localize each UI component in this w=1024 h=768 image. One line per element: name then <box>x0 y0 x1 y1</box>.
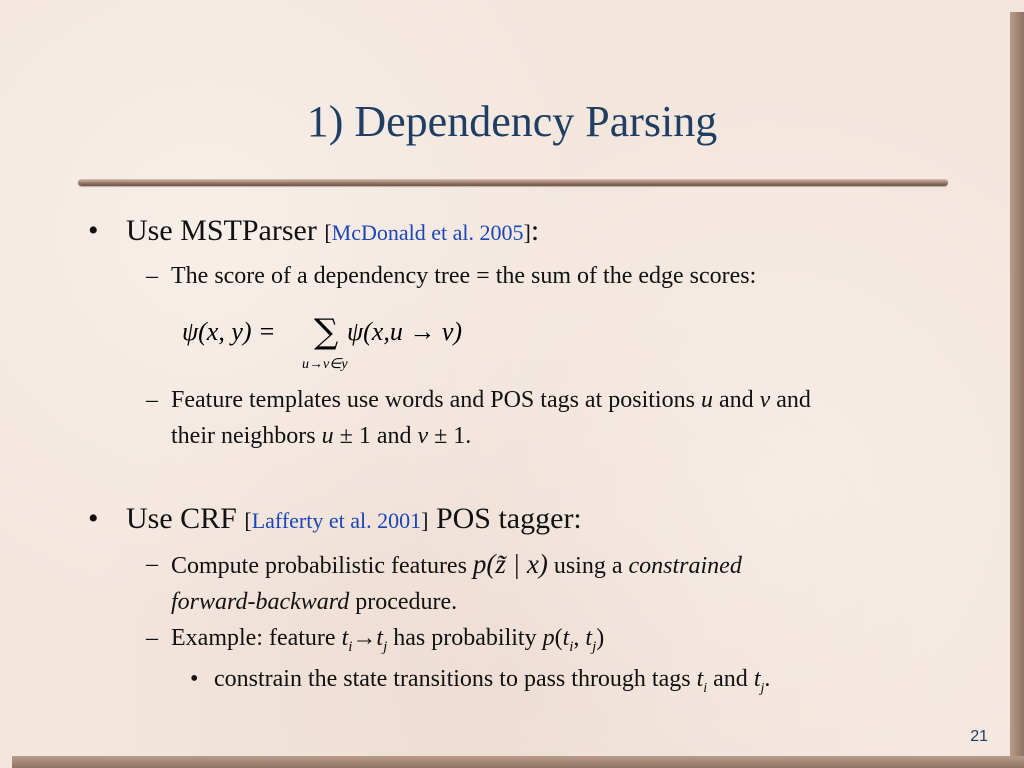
cite-open: [ <box>244 508 252 533</box>
math-sub-j: j <box>592 638 597 655</box>
bullet-1 <box>126 214 539 248</box>
dash: – <box>146 551 158 577</box>
title-divider <box>78 179 948 186</box>
math-t: t <box>341 625 349 651</box>
formula-lhs: ψ(x, y) = <box>182 317 276 346</box>
formula-sum: ∑ <box>314 312 339 352</box>
paren-close: ) <box>596 625 605 651</box>
sub-2-2-1-mark <box>190 666 198 693</box>
citation-link-lafferty[interactable]: Lafferty et al. 2001 <box>251 508 422 533</box>
math-u: u <box>700 387 713 413</box>
slide-title: 1) Dependency Parsing <box>306 97 718 146</box>
math-sub-j: j <box>760 680 765 696</box>
bullet-1-colon: : <box>530 214 540 247</box>
text: has probability <box>387 625 543 651</box>
text: Compute probabilistic features <box>171 553 473 579</box>
sub-1-2-line-2 <box>171 418 951 454</box>
bullet-dot: • <box>190 666 199 692</box>
math-t: t <box>753 666 761 692</box>
math-sub-i: i <box>569 638 574 655</box>
math-sub-j: j <box>383 638 388 655</box>
bullet-dot: • <box>88 502 99 535</box>
cite-close: ] <box>523 220 531 245</box>
math-p: p <box>542 625 555 651</box>
text: and <box>712 387 760 413</box>
slide-number: 21 <box>970 728 988 745</box>
sub-2-1-dash <box>146 546 158 582</box>
bullet-2-text: Use CRF <box>126 502 245 535</box>
math-t: t <box>562 625 570 651</box>
sub-1-2-dash <box>146 382 158 418</box>
bullet-2-mark <box>88 502 99 536</box>
text: constrain the state transitions to pass through tags <box>214 666 697 692</box>
sub-1-2-line-1 <box>171 382 951 418</box>
dash: – <box>146 387 158 413</box>
text: procedure. <box>349 589 458 615</box>
text: . <box>764 666 771 692</box>
text: and <box>770 387 811 413</box>
math-sub-i: i <box>348 638 353 655</box>
sub-2-2-1 <box>214 666 770 697</box>
bullet-1-mark <box>88 214 99 248</box>
math-v: v <box>759 387 771 413</box>
bullet-1-text: Use MSTParser <box>126 214 325 247</box>
bullet-2 <box>126 502 582 536</box>
slide-frame-bottom <box>12 756 1024 768</box>
math-t: t <box>585 625 593 651</box>
cite-open: [ <box>324 220 332 245</box>
comma: , <box>573 625 586 651</box>
bullet-2-tail: POS tagger: <box>428 502 582 535</box>
emphasis: constrained <box>628 553 742 579</box>
emphasis: forward-backward <box>171 589 350 615</box>
dash: – <box>146 625 158 651</box>
text: their neighbors <box>171 423 322 449</box>
formula-subscript: u→v∈y <box>302 357 348 372</box>
sub-1-1 <box>171 258 756 294</box>
sub-2-1-line-2 <box>171 584 951 620</box>
math-sub-i: i <box>703 680 708 696</box>
paren-open: ( <box>554 625 563 651</box>
feature-formula: p(z̃ | x) <box>472 549 548 579</box>
sub-1-1-dash <box>146 258 158 294</box>
math-u: u <box>321 423 334 449</box>
text: ± 1 and <box>333 423 418 449</box>
math-t: t <box>376 625 384 651</box>
text: using a <box>547 553 629 579</box>
sub-2-2 <box>171 620 604 665</box>
sub-2-1-line-1 <box>171 546 951 584</box>
sub-2-2-dash <box>146 620 158 656</box>
sub-2-1 <box>171 546 951 620</box>
text: Example: feature <box>171 625 342 651</box>
arrow: → <box>352 625 377 651</box>
cite-close: ] <box>421 508 429 533</box>
sub-1-1-text: The score of a dependency tree = the sum of the edge scores: <box>171 263 757 289</box>
math-t: t <box>696 666 704 692</box>
score-formula <box>180 310 510 372</box>
text: ± 1. <box>428 423 472 449</box>
formula-rhs: ψ(x,u → v) <box>347 317 463 346</box>
bullet-dot: • <box>88 214 99 247</box>
citation-link-mcdonald[interactable]: McDonald et al. 2005 <box>331 220 524 245</box>
sub-1-2 <box>171 382 951 454</box>
dash: – <box>146 263 158 289</box>
text: Feature templates use words and POS tags at positions <box>171 387 701 413</box>
math-v: v <box>417 423 429 449</box>
text: and <box>707 666 754 692</box>
